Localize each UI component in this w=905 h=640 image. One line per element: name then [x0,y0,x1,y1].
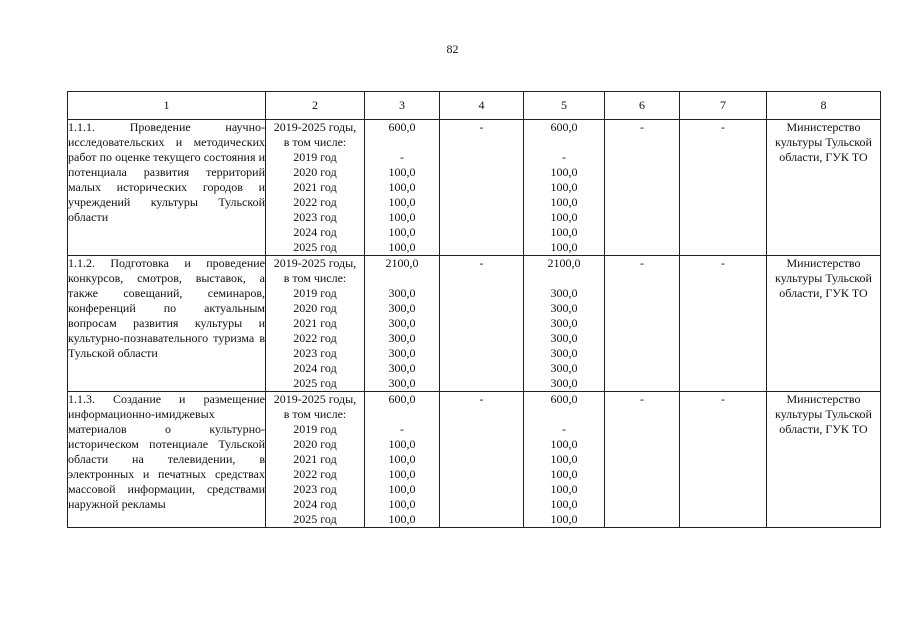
value: 300,0 [550,376,578,390]
period-line: 2025 год [293,240,337,254]
value [524,407,604,422]
period-line: 2025 год [293,512,337,526]
period-line: 2020 год [293,165,337,179]
measure-description: 1.1.1. Проведение научно-исследовательских и методических работ по оценке текущего состояния и потенциала развития территорий малых исторических городов и учреждений культуры Тульской области [68,120,265,224]
value: - [479,120,484,134]
period-line: 2020 год [293,301,337,315]
period-cell [266,392,365,528]
value: 300,0 [388,301,416,315]
value: 600,0 [388,392,416,406]
value: - [562,150,566,164]
value: 300,0 [388,316,416,330]
col5-cell [524,256,605,392]
value: 2100,0 [547,256,581,270]
table-row [68,120,881,256]
page-number: 82 [446,42,459,56]
value: - [640,256,644,270]
period-line: 2024 год [293,497,337,511]
value: 2100,0 [385,256,419,270]
value: 100,0 [388,437,416,451]
total-funding-cell [365,120,440,256]
period-line: 2019-2025 годы, [273,120,357,134]
period-line: 2023 год [293,346,337,360]
period-line: 2022 год [293,467,337,481]
value: 100,0 [388,240,416,254]
column-header: 7 [680,92,767,120]
col7-cell [680,392,767,528]
period-line: 2023 год [293,482,337,496]
period-line: 2019-2025 годы, [273,392,357,406]
value: 100,0 [550,482,578,496]
value: 100,0 [388,165,416,179]
value: - [479,256,484,270]
value: 300,0 [550,331,578,345]
col5-cell [524,120,605,256]
col6-cell [605,392,680,528]
value: 100,0 [388,225,416,239]
value: - [640,392,644,406]
value: 300,0 [388,361,416,375]
period-line: 2021 год [293,180,337,194]
period-line: 2019 год [293,150,337,164]
value: 100,0 [550,512,578,526]
value: 100,0 [550,467,578,481]
value: 300,0 [388,286,416,300]
value: 100,0 [388,497,416,511]
header-row [68,92,881,120]
period-cell [266,120,365,256]
value [365,407,439,422]
value: - [479,392,484,406]
value: - [721,120,725,134]
period-line: 2025 год [293,376,337,390]
period-line: 2019 год [293,422,337,436]
col4-cell [440,256,524,392]
executor: Министерство культуры Тульской области, ГУК ТО [775,392,872,436]
period-line: 2019 год [293,286,337,300]
value: 100,0 [550,195,578,209]
column-header: 6 [605,92,680,120]
value: 300,0 [550,316,578,330]
value: 100,0 [388,180,416,194]
col7-cell [680,120,767,256]
executor: Министерство культуры Тульской области, ГУК ТО [775,120,872,164]
measure-cell [68,120,266,256]
column-header: 4 [440,92,524,120]
col4-cell [440,392,524,528]
value: 100,0 [550,240,578,254]
measure-cell [68,392,266,528]
col6-cell [605,256,680,392]
value: 600,0 [388,120,416,134]
total-funding-cell [365,392,440,528]
program-table [67,91,881,528]
value: 100,0 [550,180,578,194]
executor: Министерство культуры Тульской области, ГУК ТО [775,256,872,300]
value: 300,0 [388,331,416,345]
executor-cell [767,120,881,256]
table-row [68,256,881,392]
value [365,271,439,286]
value: - [640,120,644,134]
value: 300,0 [550,346,578,360]
total-funding-cell [365,256,440,392]
value: 100,0 [388,210,416,224]
value [524,135,604,150]
col6-cell [605,120,680,256]
value: - [400,422,404,436]
column-header: 3 [365,92,440,120]
col5-cell [524,392,605,528]
column-header: 2 [266,92,365,120]
value: 300,0 [388,346,416,360]
period-line: 2024 год [293,361,337,375]
value: 600,0 [550,392,578,406]
value: - [562,422,566,436]
col4-cell [440,120,524,256]
value: 300,0 [388,376,416,390]
value: 600,0 [550,120,578,134]
period-line: 2023 год [293,210,337,224]
value: 100,0 [550,210,578,224]
period-line: 2024 год [293,225,337,239]
period-line: 2019-2025 годы, [273,256,357,270]
value: - [400,150,404,164]
executor-cell [767,256,881,392]
period-line: в том числе: [283,407,347,421]
measure-cell [68,256,266,392]
value: 100,0 [388,195,416,209]
value: - [721,256,725,270]
value: 300,0 [550,301,578,315]
value: 100,0 [550,437,578,451]
value: 100,0 [388,452,416,466]
value: 300,0 [550,361,578,375]
executor-cell [767,392,881,528]
measure-description: 1.1.3. Создание и размещение информационно-имиджевых материалов о культурно-историческом потенциале Тульской области на телевидении, в электронных и печатных средствах массовой информации, средствами наружной рекламы [68,392,265,511]
value: 100,0 [388,482,416,496]
measure-description: 1.1.2. Подготовка и проведение конкурсов, смотров, выставок, а также совещаний, семинаров, конференций по актуальным вопросам развития культуры и культурно-познавательного туризма в Тульской области [68,256,265,360]
value: 100,0 [388,512,416,526]
period-line: 2020 год [293,437,337,451]
value: - [721,392,725,406]
column-header: 5 [524,92,605,120]
value [365,135,439,150]
value: 100,0 [550,497,578,511]
period-line: 2022 год [293,331,337,345]
value: 300,0 [550,286,578,300]
period-line: в том числе: [283,271,347,285]
period-line: 2021 год [293,316,337,330]
period-line: 2022 год [293,195,337,209]
column-header: 1 [68,92,266,120]
col7-cell [680,256,767,392]
value: 100,0 [550,225,578,239]
value [524,271,604,286]
period-cell [266,256,365,392]
value: 100,0 [550,452,578,466]
value: 100,0 [388,467,416,481]
period-line: 2021 год [293,452,337,466]
column-header: 8 [767,92,881,120]
period-line: в том числе: [283,135,347,149]
table-row [68,392,881,528]
value: 100,0 [550,165,578,179]
